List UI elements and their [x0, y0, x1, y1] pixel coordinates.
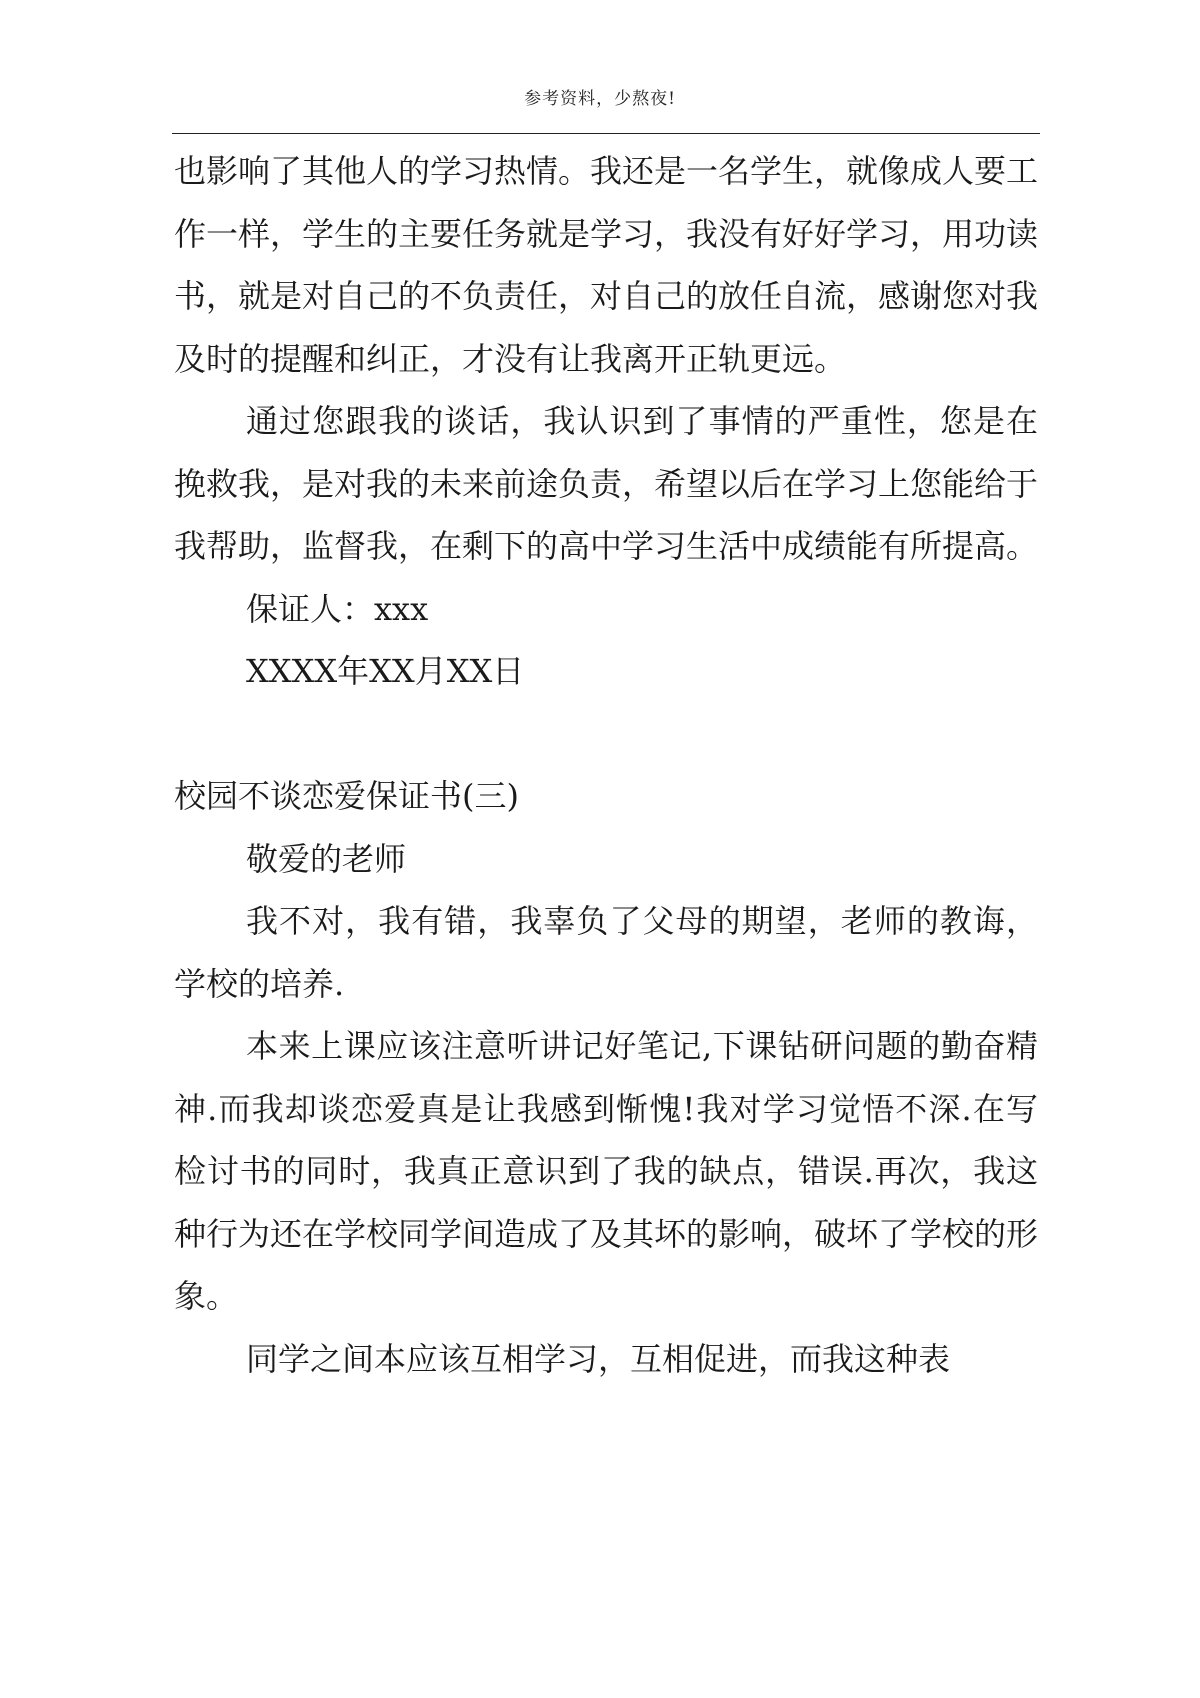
- guarantor-line: 保证人：xxx: [246, 589, 429, 628]
- page-header: 参考资料，少熬夜!: [524, 89, 676, 109]
- section-title: 校园不谈恋爱保证书(三): [174, 777, 519, 815]
- paragraph-continuation: 也影响了其他人的学习热情。我还是一名学生，就像成人要工作一样，学生的主要任务就是学习，我没有好好学习，用功读书，就是对自己的不负责任，对自己的放任自流，感谢您对我及时的提醒和纠正，才没有让我离开正轨更远。: [174, 152, 1039, 378]
- section-spacer: [174, 703, 1038, 766]
- header-divider: [172, 133, 1040, 134]
- paragraph-classmates: 同学之间本应该互相学习，互相促进，而我这种表: [246, 1339, 951, 1378]
- document-body: [174, 140, 1038, 1390]
- date-line: XXXX年XX月XX日: [246, 652, 525, 690]
- paragraph-apology: 我不对，我有错，我辜负了父母的期望，老师的教诲，学校的培养.: [174, 902, 1038, 1003]
- salutation: 敬爱的老师: [246, 839, 407, 878]
- paragraph-reflection: 本来上课应该注意听讲记好笔记,下课钻研问题的勤奋精神.而我却谈恋爱真是让我感到惭愧!我对学习觉悟不深.在写检讨书的同时，我真正意识到了我的缺点，错误.再次，我这种行为还在学校同学间造成了及其坏的影响，破坏了学校的形象。: [174, 1027, 1039, 1315]
- paragraph-conversation: 通过您跟我的谈话，我认识到了事情的严重性，您是在挽救我，是对我的未来前途负责，希望以后在学习上您能给于我帮助，监督我，在剩下的高中学习生活中成绩能有所提高。: [174, 402, 1039, 565]
